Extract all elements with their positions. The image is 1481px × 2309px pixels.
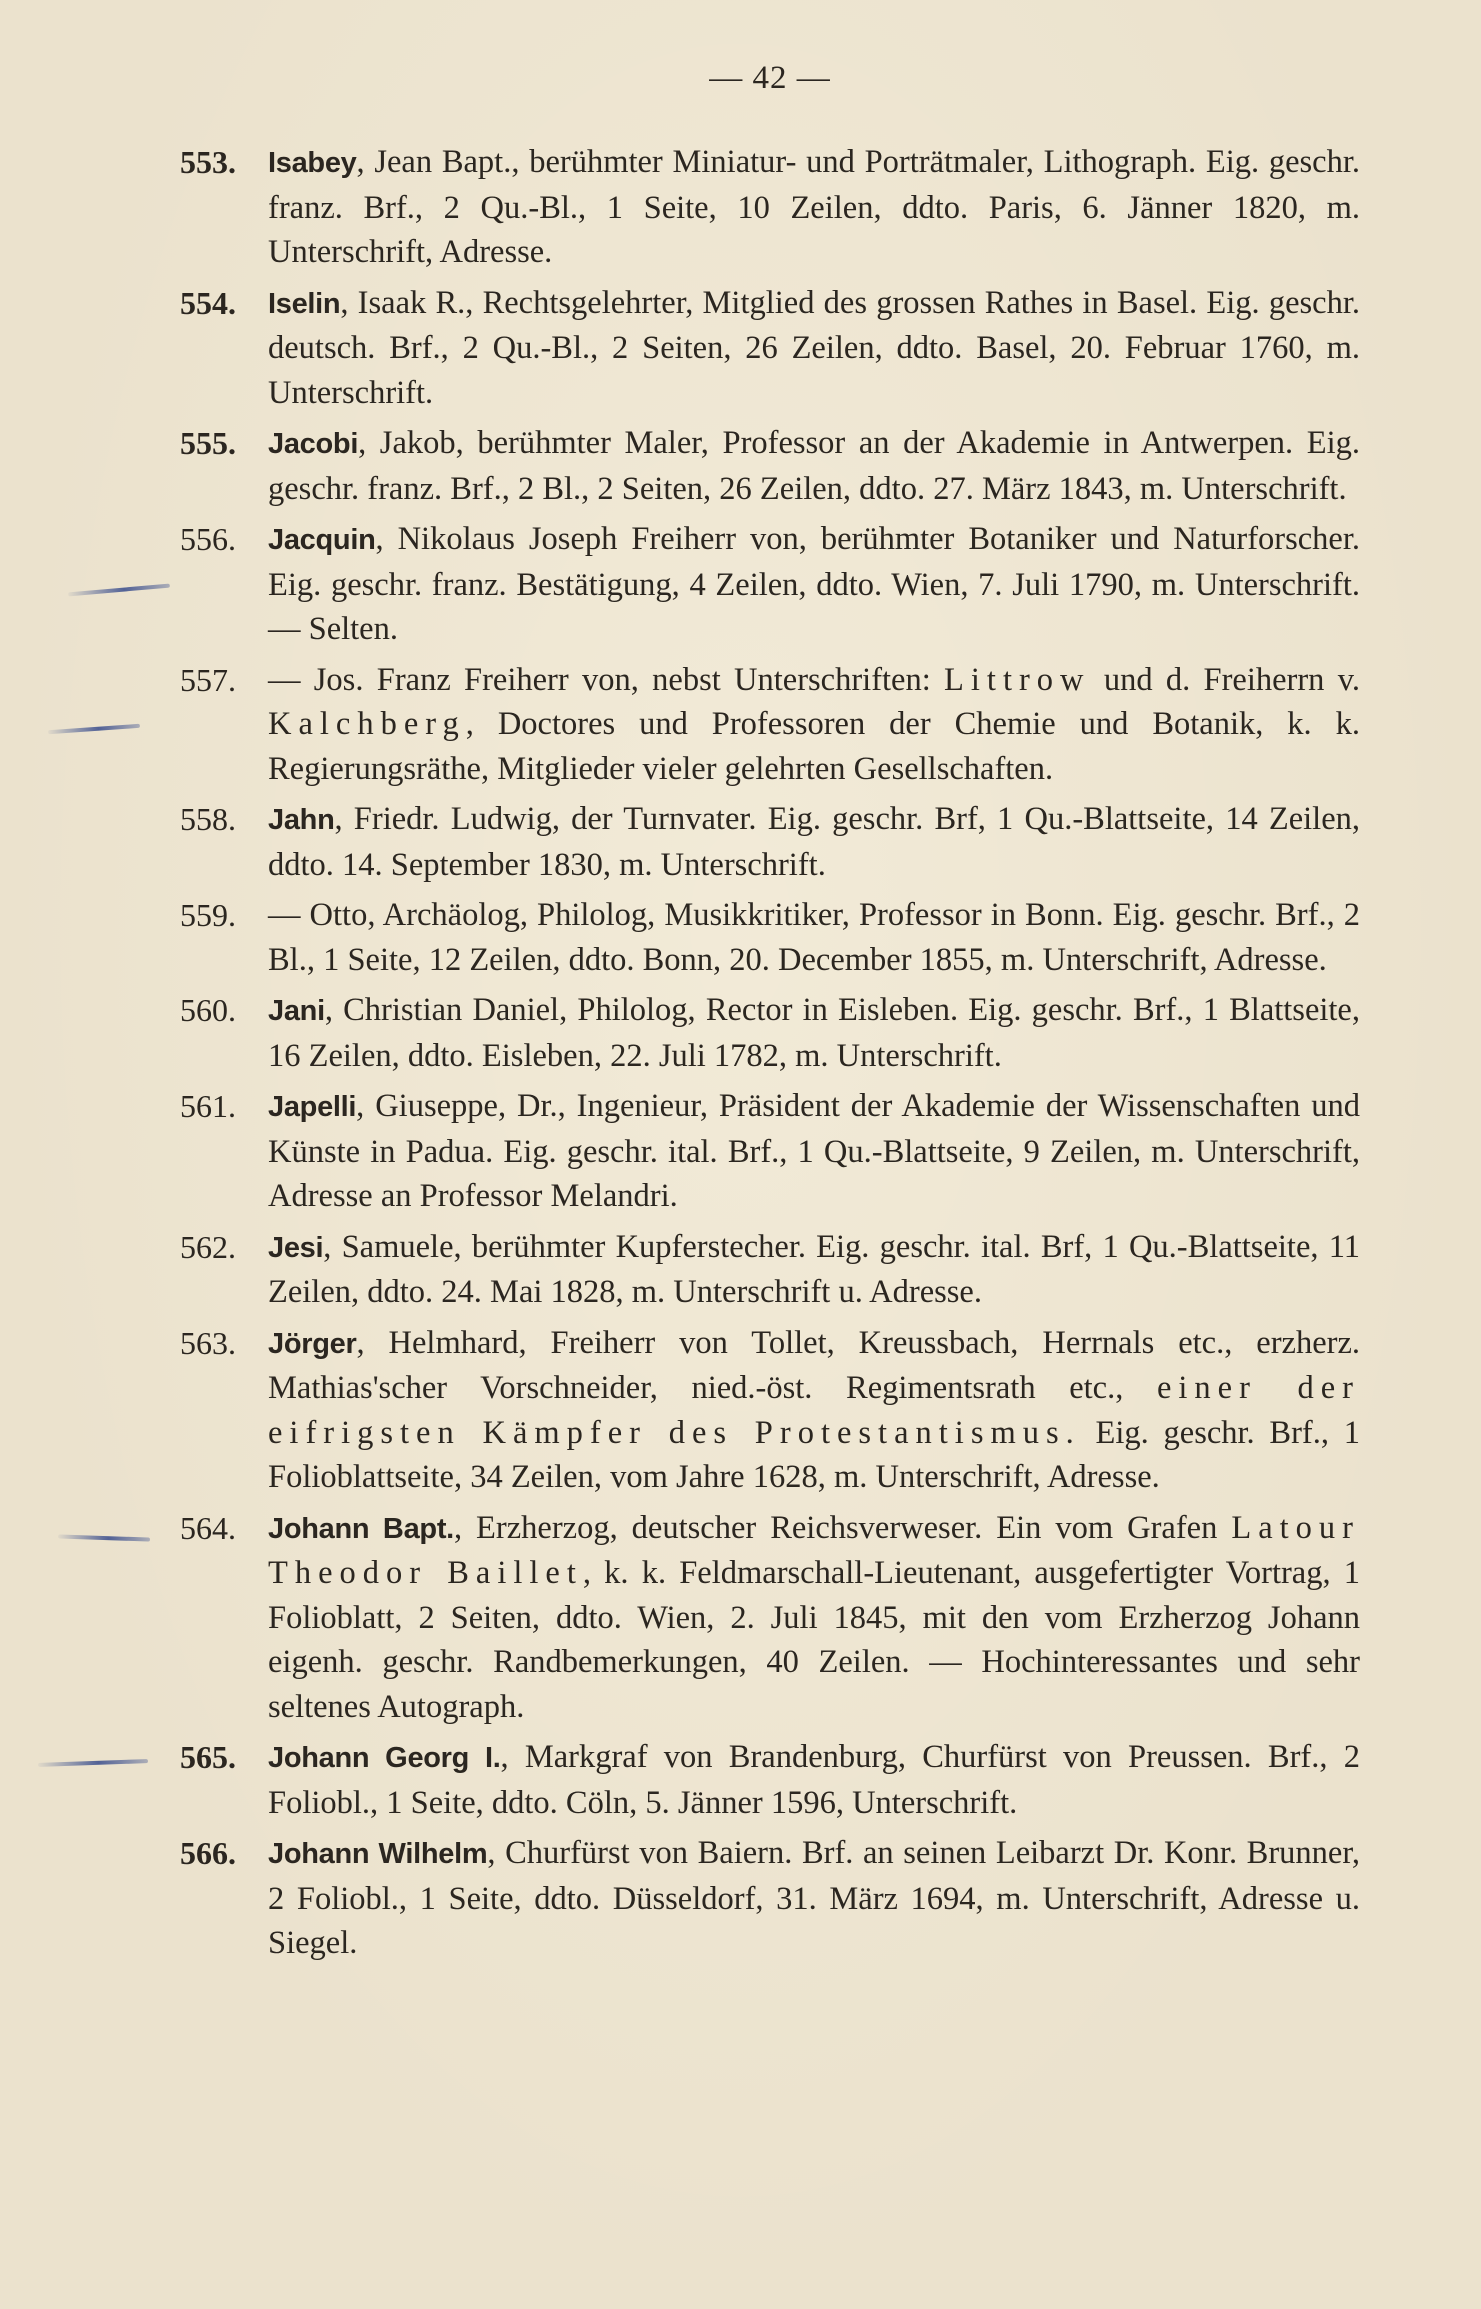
catalog-entry — [180, 1321, 1360, 1500]
pen-mark-563 — [58, 1534, 150, 1541]
entry-spaced-name: Latour Theodor Baillet — [268, 1509, 1360, 1591]
entry-text: , Markgraf von Brandenburg, Churfürst von Preussen. Brf., 2 Foliobl., 1 Seite, ddto. Cöln, 5. Jänner 1596, Unterschrift. — [268, 1739, 1360, 1821]
entry-number: 562. — [180, 1228, 236, 1265]
entry-number: 556. — [180, 521, 236, 557]
pen-mark-564 — [38, 1759, 148, 1767]
entry-name: Jörger — [268, 1327, 357, 1360]
catalog-entries — [180, 140, 1360, 1966]
catalog-entry — [180, 517, 1360, 652]
catalog-entry — [180, 1735, 1360, 1825]
entry-text: , Samuele, berühmter Kupferstecher. Eig. geschr. ital. Brf, 1 Qu.-Blattseite, 11 Zeilen, ddto. 24. Mai 1828, m. Unterschrift u. Adresse. — [268, 1228, 1360, 1310]
entry-name: Jani — [268, 995, 325, 1027]
entry-text: , Jakob, berühmter Maler, Professor an der Akademie in Antwerpen. Eig. geschr. franz. Brf., 2 Bl., 2 Seiten, 26 Zeilen, ddto. 27. März 1843, m. Unterschrift. — [268, 425, 1360, 507]
catalog-entry — [180, 1506, 1360, 1730]
entry-text: — Jos. Franz Freiherr von, nebst Unterschriften: — [268, 661, 945, 698]
entry-number: 561. — [180, 1088, 236, 1124]
entry-text: , Friedr. Ludwig, der Turnvater. Eig. geschr. Brf, 1 Qu.-Blattseite, 14 Zeilen, ddto. 14. September 1830, m. Unterschrift. — [268, 801, 1360, 883]
entry-name: Johann Georg I. — [268, 1742, 501, 1774]
entry-name: Johann Bapt. — [268, 1512, 454, 1545]
entry-spaced-name: Kalchberg — [268, 706, 466, 742]
entry-number: 557. — [180, 661, 236, 698]
entry-number: 555. — [180, 425, 236, 461]
entry-text: , Doctores und Professoren der Chemie und Botanik, k. k. Regierungsräthe, Mitglieder vieler gelehrten Gesellschaften. — [268, 706, 1360, 787]
entry-name: Iselin — [268, 287, 341, 320]
catalog-entry — [180, 140, 1360, 275]
entry-spaced-text: einer der eifrigsten Kämpfer des Protestantismus. — [268, 1370, 1360, 1451]
entry-name: Isabey — [268, 147, 357, 179]
entry-text: Eig. geschr. Brf., 1 Folioblattseite, 34 Zeilen, vom Jahre 1628, m. Unterschrift, Adresse. — [268, 1414, 1360, 1495]
entry-text: , Isaak R., Rechtsgelehrter, Mitglied des grossen Rathes in Basel. Eig. geschr. deutsch. Brf., 2 Qu.-Bl., 2 Seiten, 26 Zeilen, ddto. Basel, 20. Februar 1760, m. Unterschrift. — [268, 284, 1360, 411]
entry-text: , Churfürst von Baiern. Brf. an seinen Leibarzt Dr. Konr. Brunner, 2 Foliobl., 1 Seite, ddto. Düsseldorf, 31. März 1694, m. Unterschrift, Adresse u. Siegel. — [268, 1835, 1360, 1961]
entry-text: , Erzherzog, deutscher Reichsverweser. Ein vom Grafen — [453, 1509, 1232, 1546]
catalog-entry — [180, 893, 1360, 982]
entry-text: , Nikolaus Joseph Freiherr von, berühmter Botaniker und Naturforscher. Eig. geschr. franz. Bestätigung, 4 Zeilen, ddto. Wien, 7. Juli 1790, m. Unterschrift. — Selten. — [268, 521, 1360, 647]
page-number: — 42 — — [709, 60, 831, 96]
pen-mark-557 — [48, 724, 140, 734]
entry-name: Jacobi — [268, 428, 359, 460]
pen-mark-556 — [68, 584, 170, 597]
entry-number: 564. — [180, 1509, 236, 1546]
entry-name: Jesi — [268, 1231, 324, 1264]
catalog-entry — [180, 797, 1360, 887]
entry-text: , Jean Bapt., berühmter Miniatur- und Porträtmaler, Lithograph. Eig. geschr. franz. Brf., 2 Qu.-Bl., 1 Seite, 10 Zeilen, ddto. Paris, 6. Jänner 1820, m. Unterschrift, Adresse. — [268, 144, 1360, 270]
entry-number: 566. — [180, 1835, 236, 1871]
entry-number: 559. — [180, 897, 236, 933]
entry-text: , Christian Daniel, Philolog, Rector in Eisleben. Eig. geschr. Brf., 1 Blattseite, 16 Zeilen, ddto. Eisleben, 22. Juli 1782, m. Unterschrift. — [268, 992, 1360, 1074]
catalog-entry — [180, 1831, 1360, 1966]
entry-text: — Otto, Archäolog, Philolog, Musikkritiker, Professor in Bonn. Eig. geschr. Brf., 2 Bl., 1 Seite, 12 Zeilen, ddto. Bonn, 20. December 1855, m. Unterschrift, Adresse. — [268, 897, 1360, 978]
entry-number: 560. — [180, 992, 236, 1028]
entry-name: Jacquin — [268, 524, 376, 556]
catalog-entry — [180, 1084, 1360, 1219]
catalog-entry — [180, 281, 1360, 416]
entry-number: 565. — [180, 1739, 236, 1775]
catalog-entry — [180, 658, 1360, 792]
entry-number: 563. — [180, 1324, 236, 1361]
entry-text: , k. k. Feldmarschall-Lieutenant, ausgefertigter Vortrag, 1 Folioblatt, 2 Seiten, ddto. Wien, 2. Juli 1845, mit den vom Erzherzog Johann eigenh. geschr. Randbemerkungen, 40 Zeilen. — Hochinteressantes und sehr seltenes Autograph. — [268, 1555, 1361, 1725]
catalog-entry — [180, 988, 1360, 1078]
entry-name: Japelli — [268, 1091, 357, 1123]
entry-text: , Helmhard, Freiherr von Tollet, Kreussbach, Herrnals etc., erzherz. Mathias'scher Vorschneider, nied.-öst. Regimentsrath etc., — [268, 1324, 1360, 1406]
entry-name: Jahn — [268, 804, 335, 836]
catalog-entry — [180, 421, 1360, 511]
entry-text: und d. Freiherrn v. — [1090, 661, 1360, 698]
entry-number: 558. — [180, 801, 236, 837]
catalog-entry — [180, 1225, 1360, 1315]
entry-spaced-name: Littrow — [944, 661, 1091, 698]
entry-number: 554. — [180, 284, 236, 321]
entry-text: , Giuseppe, Dr., Ingenieur, Präsident der Akademie der Wissenschaften und Künste in Padua. Eig. geschr. ital. Brf., 1 Qu.-Blattseite, 9 Zeilen, m. Unterschrift, Adresse an Professor Melandri. — [268, 1088, 1360, 1214]
entry-number: 553. — [180, 144, 236, 180]
entry-name: Johann Wilhelm — [268, 1838, 488, 1870]
